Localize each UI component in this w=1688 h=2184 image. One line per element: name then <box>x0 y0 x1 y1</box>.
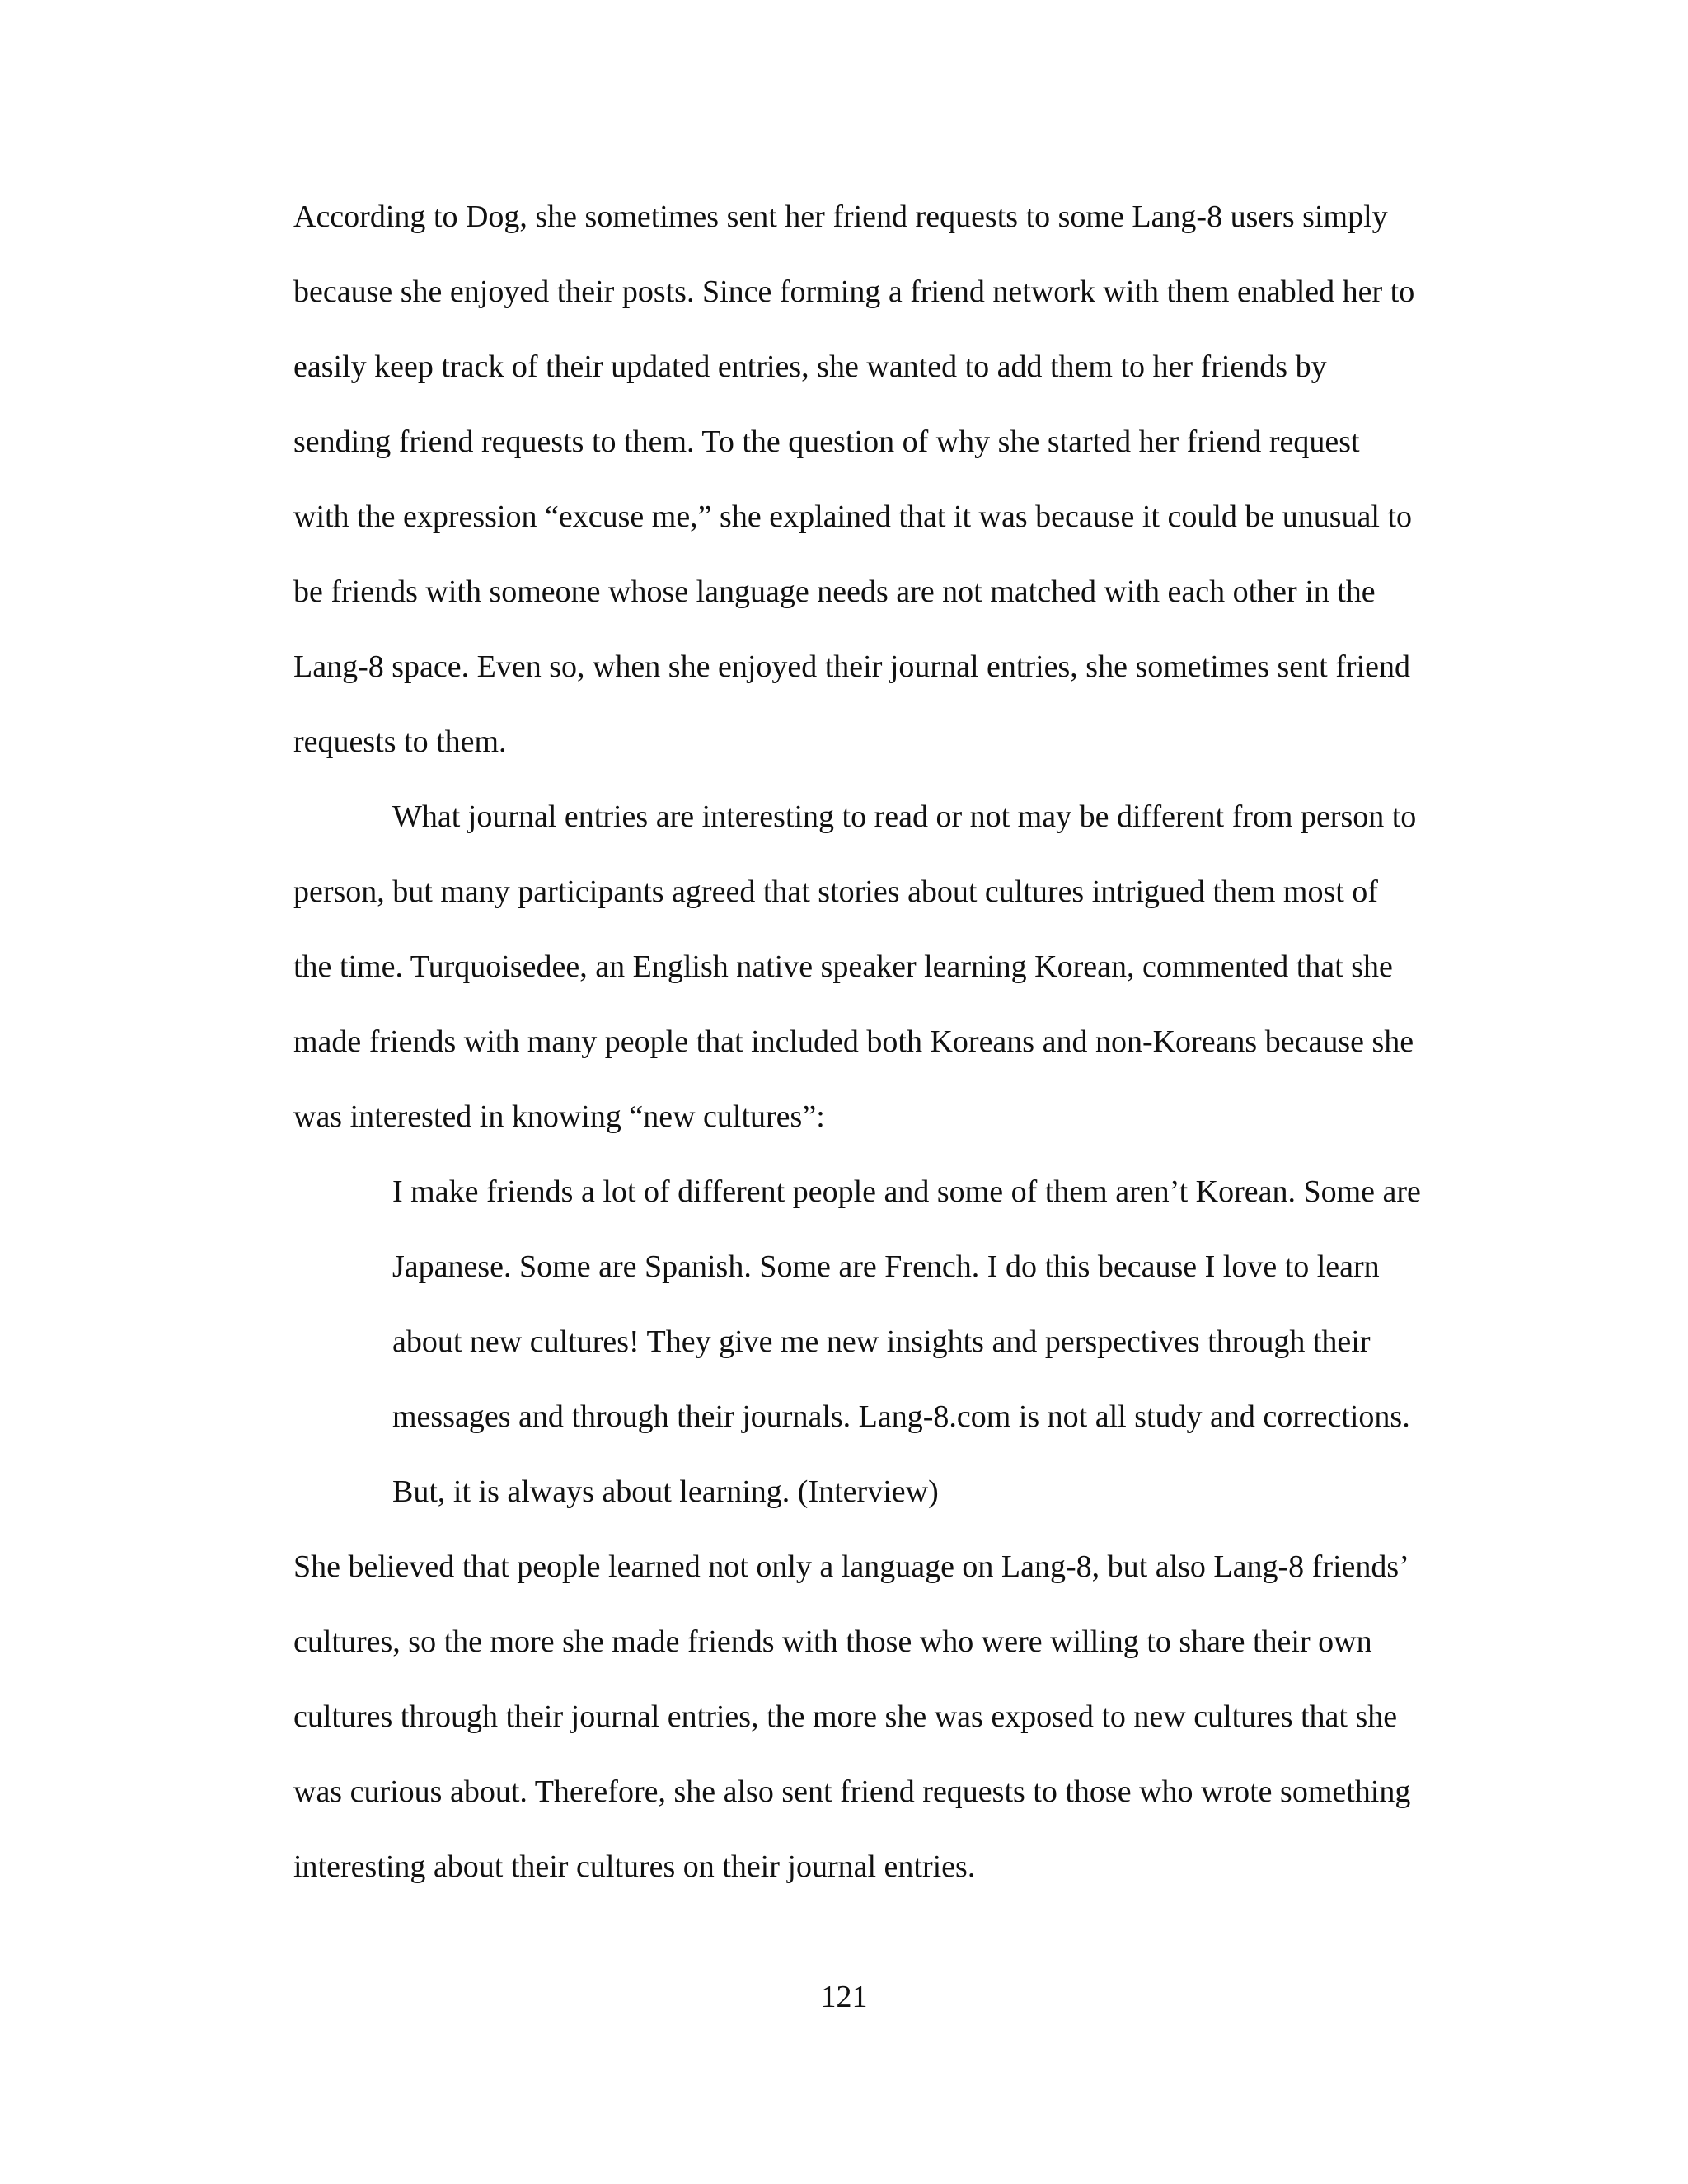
quote-line: I make friends a lot of different people and some of them aren’t Korean. Some are <box>392 1174 1421 1209</box>
text-line: She believed that people learned not only a language on Lang-8, but also Lang-8 friends’ <box>293 1549 1409 1584</box>
text-line: be friends with someone whose language needs are not matched with each other in the <box>293 574 1376 609</box>
text-line: was curious about. Therefore, she also sent friend requests to those who wrote something <box>293 1774 1411 1809</box>
text-line: made friends with many people that included both Koreans and non-Koreans because she <box>293 1024 1414 1059</box>
text-line: was interested in knowing “new cultures”: <box>293 1099 825 1134</box>
text-line: requests to them. <box>293 724 507 759</box>
text-line: person, but many participants agreed that stories about cultures intrigued them most of <box>293 874 1378 909</box>
text-line: What journal entries are interesting to read or not may be different from person to <box>392 799 1417 834</box>
text-line: with the expression “excuse me,” she explained that it was because it could be unusual to <box>293 499 1413 534</box>
quote-line: Japanese. Some are Spanish. Some are French. I do this because I love to learn <box>392 1249 1380 1284</box>
text-line: cultures, so the more she made friends with those who were willing to share their own <box>293 1624 1372 1659</box>
quote-line: about new cultures! They give me new insights and perspectives through their <box>392 1324 1371 1359</box>
text-line: because she enjoyed their posts. Since forming a friend network with them enabled her to <box>293 274 1415 309</box>
quote-line: But, it is always about learning. (Interview) <box>392 1474 939 1509</box>
text-line: easily keep track of their updated entries, she wanted to add them to her friends by <box>293 349 1327 384</box>
quote-line: messages and through their journals. Lang-8.com is not all study and corrections. <box>392 1399 1410 1434</box>
text-line: interesting about their cultures on their journal entries. <box>293 1849 976 1884</box>
text-line: Lang-8 space. Even so, when she enjoyed their journal entries, she sometimes sent friend <box>293 649 1410 684</box>
text-line: cultures through their journal entries, the more she was exposed to new cultures that she <box>293 1699 1398 1734</box>
text-line: According to Dog, she sometimes sent her friend requests to some Lang-8 users simply <box>293 199 1388 234</box>
page-number: 121 <box>820 1980 868 2014</box>
text-line: the time. Turquoisedee, an English native speaker learning Korean, commented that she <box>293 949 1393 984</box>
text-line: sending friend requests to them. To the question of why she started her friend request <box>293 424 1360 459</box>
